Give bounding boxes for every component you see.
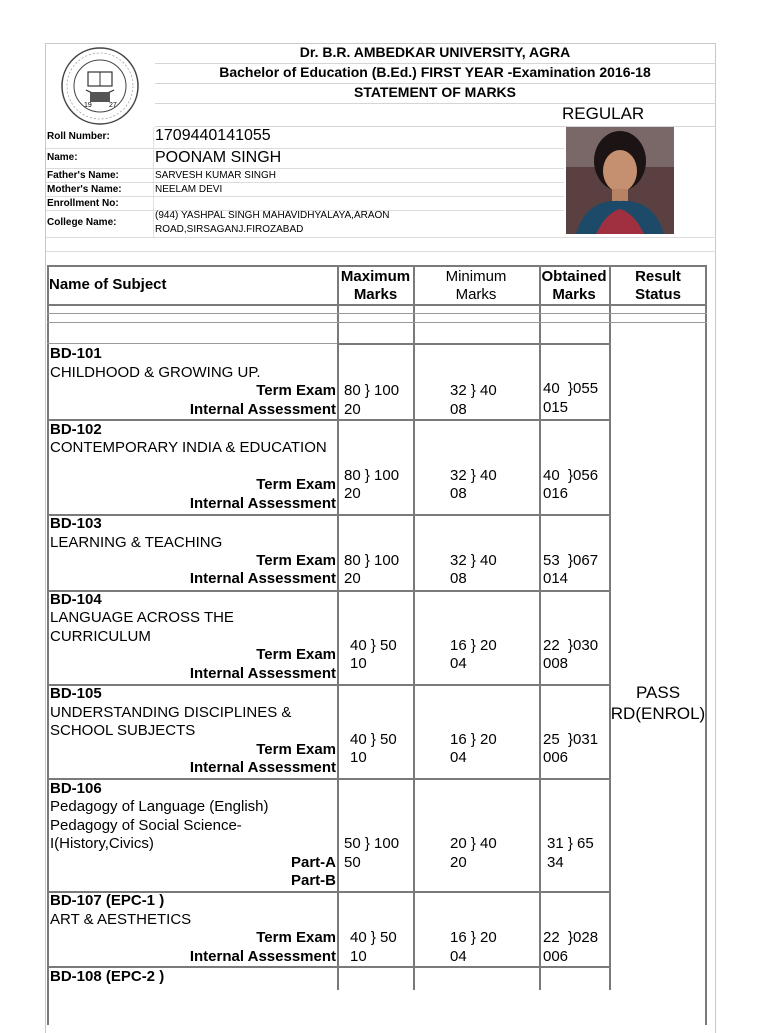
mother-label: Mother's Name:	[47, 184, 122, 195]
father-label: Father's Name:	[47, 170, 119, 181]
seal-year-left: 19	[84, 102, 92, 109]
enrollment-label: Enrollment No:	[47, 198, 119, 209]
term-exam-label: Term Exam	[256, 929, 336, 946]
subject-name-cont: CURRICULUM	[50, 628, 151, 645]
subject-name-cont: Pedagogy of Social Science-	[50, 817, 242, 834]
min-marks-part-b: 20	[450, 854, 467, 871]
min-marks-internal: 08	[450, 570, 467, 587]
mother-name: NEELAM DEVI	[155, 184, 223, 195]
obtained-marks-internal: 006	[543, 948, 569, 965]
min-marks-internal: 08	[450, 485, 467, 502]
obtained-marks-internal: 008	[543, 655, 569, 672]
subject-code: BD-106	[50, 780, 102, 797]
exam-title: Bachelor of Education (B.Ed.) FIRST YEAR -Examination 2016-18	[219, 64, 651, 80]
university-seal-icon	[56, 46, 148, 126]
max-marks: 80 } 100	[344, 382, 400, 399]
min-marks: 20 } 40	[450, 835, 497, 852]
min-marks: 32 } 40	[450, 467, 497, 484]
obtained-marks: 40 }056	[543, 467, 599, 484]
subject-code: BD-104	[50, 591, 102, 608]
obtained-marks-internal: 006	[543, 749, 569, 766]
term-exam-label: Term Exam	[256, 382, 336, 399]
subject-name-cont: I(History,Civics)	[50, 835, 154, 852]
max-marks: 50 } 100	[344, 835, 400, 852]
obtained-marks-internal: 014	[543, 570, 569, 587]
subject-code: BD-107 (EPC-1 )	[50, 892, 165, 909]
internal-label: Internal Assessment	[189, 570, 336, 587]
name-label: Name:	[47, 152, 78, 163]
subject-name-cont: SCHOOL SUBJECTS	[50, 722, 196, 739]
subject-code: BD-105	[50, 685, 102, 702]
max-marks-internal: 10	[350, 655, 367, 672]
obtained-marks: 53 }067	[543, 552, 599, 569]
obtained-marks: 22 }030	[543, 637, 599, 654]
subject-code: BD-102	[50, 421, 102, 438]
col-header-maximum: Maximum Marks	[340, 268, 411, 303]
university-title: Dr. B.R. AMBEDKAR UNIVERSITY, AGRA	[299, 44, 571, 60]
internal-label: Internal Assessment	[189, 495, 336, 512]
max-marks-internal: 20	[344, 401, 361, 418]
min-marks: 16 } 20	[450, 929, 497, 946]
part-b-label: Part-B	[290, 872, 336, 889]
term-exam-label: Term Exam	[256, 646, 336, 663]
internal-label: Internal Assessment	[189, 759, 336, 776]
roll-number: 1709440141055	[155, 127, 271, 144]
term-exam-label: Term Exam	[256, 552, 336, 569]
college-name-line2: ROAD,SIRSAGANJ.FIROZABAD	[155, 224, 304, 235]
subject-code: BD-103	[50, 515, 102, 532]
min-marks: 16 } 20	[450, 731, 497, 748]
term-exam-label: Term Exam	[256, 741, 336, 758]
min-marks: 32 } 40	[450, 382, 497, 399]
term-exam-label: Term Exam	[256, 476, 336, 493]
min-marks-internal: 04	[450, 948, 467, 965]
internal-label: Internal Assessment	[189, 948, 336, 965]
max-marks-internal: 20	[344, 570, 361, 587]
internal-label: Internal Assessment	[189, 401, 336, 418]
college-label: College Name:	[47, 217, 117, 228]
max-marks: 80 } 100	[344, 467, 400, 484]
max-marks-internal: 10	[350, 948, 367, 965]
obtained-marks: 22 }028	[543, 929, 599, 946]
subject-name: LANGUAGE ACROSS THE	[50, 609, 234, 626]
subject-name: CONTEMPORARY INDIA & EDUCATION	[50, 439, 327, 456]
obtained-marks: 31 } 65	[547, 835, 594, 852]
min-marks-internal: 04	[450, 655, 467, 672]
internal-label: Internal Assessment	[189, 665, 336, 682]
subject-name: ART & AESTHETICS	[50, 911, 192, 928]
student-name: POONAM SINGH	[155, 149, 282, 166]
max-marks: 80 } 100	[344, 552, 400, 569]
col-header-subject: Name of Subject	[49, 276, 167, 293]
col-header-minimum: Minimum Marks	[445, 268, 507, 303]
min-marks-internal: 04	[450, 749, 467, 766]
obtained-marks-internal: 015	[543, 399, 569, 416]
subject-name: Pedagogy of Language (English)	[50, 798, 269, 815]
col-header-result: Result Status	[635, 268, 681, 303]
statement-title: STATEMENT OF MARKS	[353, 84, 517, 100]
max-marks: 40 } 50	[350, 929, 397, 946]
obtained-marks-internal: 016	[543, 485, 569, 502]
subject-code: BD-101	[50, 345, 102, 362]
result-status: PASS	[635, 683, 681, 702]
exam-type: REGULAR	[562, 104, 645, 123]
obtained-marks: 40 }055	[543, 380, 599, 397]
college-name-line1: (944) YASHPAL SINGH MAHAVIDHYALAYA,ARAON	[155, 210, 390, 221]
col-header-obtained: Obtained Marks	[541, 268, 607, 303]
max-marks-internal: 20	[344, 485, 361, 502]
max-marks-internal: 10	[350, 749, 367, 766]
subject-name: UNDERSTANDING DISCIPLINES &	[50, 704, 292, 721]
obtained-marks-part-b: 34	[547, 854, 564, 871]
roll-label: Roll Number:	[47, 131, 110, 142]
min-marks: 16 } 20	[450, 637, 497, 654]
part-a-label: Part-A	[290, 854, 336, 871]
student-photo	[566, 127, 674, 234]
min-marks-internal: 08	[450, 401, 467, 418]
obtained-marks: 25 }031	[543, 731, 599, 748]
subject-name: LEARNING & TEACHING	[50, 534, 223, 551]
subject-code: BD-108 (EPC-2 )	[50, 968, 165, 985]
result-remark: RD(ENROL)	[610, 704, 706, 723]
min-marks: 32 } 40	[450, 552, 497, 569]
father-name: SARVESH KUMAR SINGH	[155, 170, 276, 181]
subject-name: CHILDHOOD & GROWING UP.	[50, 364, 261, 381]
max-marks: 40 } 50	[350, 731, 397, 748]
max-marks: 40 } 50	[350, 637, 397, 654]
max-marks-part-b: 50	[344, 854, 361, 871]
seal-year-right: 27	[109, 102, 117, 109]
